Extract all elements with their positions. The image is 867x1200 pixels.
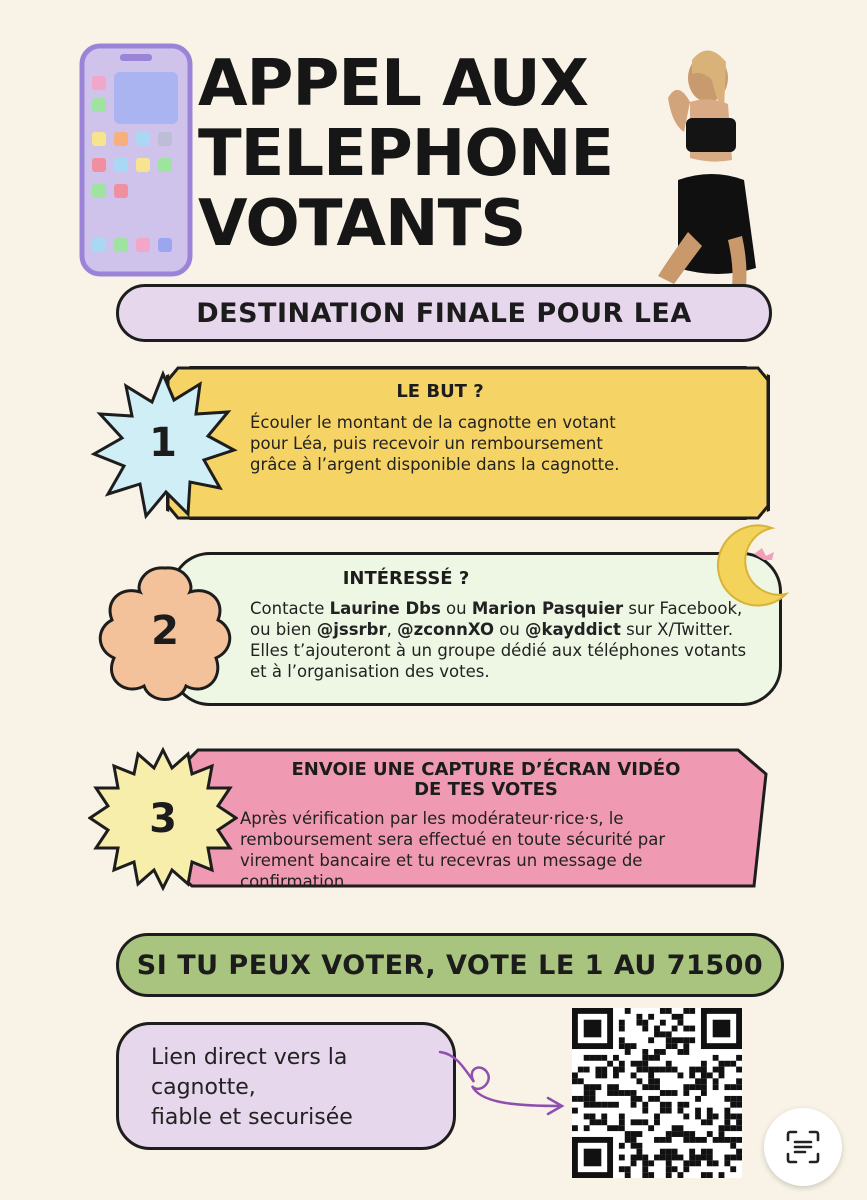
step-2-text: ou: [440, 599, 472, 618]
step-3-number: 3: [149, 796, 177, 842]
link-line-1: Lien direct vers la: [151, 1045, 348, 1070]
step-1-number: 1: [149, 420, 177, 466]
page-title: [198, 47, 668, 261]
step-2-heading: INTÉRESSÉ ?: [342, 568, 470, 589]
step-2-text: ou: [493, 620, 526, 639]
text-scan-button[interactable]: [764, 1108, 842, 1186]
destination-banner: DESTINATION FINALE POUR LEA: [116, 284, 772, 342]
title-line-3: VOTANTS: [198, 187, 526, 261]
step-1-body: Écouler le montant de la cagnotte en votant pour Léa, puis recevoir un remboursement grâce à l’argent disponible dans la cagnotte.: [250, 413, 620, 474]
step-3-heading: [236, 760, 736, 800]
step-3-body: Après vérification par les modérateur·rice·s, le remboursement sera effectué en toute sécurité par virement bancaire et tu recevras un message de confirmation.: [240, 809, 666, 891]
contact-kayddict: @kayddict: [525, 620, 621, 639]
contact-laurine: Laurine Dbs: [329, 599, 441, 618]
step-2-text: ,: [386, 620, 398, 639]
contact-jssrbr: @jssrbr: [316, 620, 387, 639]
title-line-1: APPEL AUX: [198, 47, 588, 121]
step-2-text: sur X/Twitter. Elles t’ajouteront à un groupe dédié aux téléphones votants et à l’organisation des votes.: [250, 620, 747, 681]
qr-code-icon[interactable]: [572, 1008, 742, 1178]
step-2-text: sur Facebook, ou bien: [250, 599, 743, 639]
title-line-2: TELEPHONE: [198, 117, 614, 191]
contact-marion: Marion Pasquier: [471, 599, 624, 618]
contact-zconnxo: @zconnXO: [397, 620, 494, 639]
step-2-text: Contacte: [250, 599, 330, 618]
step-3-heading-line-1: ENVOIE UNE CAPTURE D’ÉCRAN VIDÉO: [291, 759, 681, 780]
link-line-2: cagnotte,: [151, 1075, 256, 1100]
step-2-number: 2: [151, 608, 179, 654]
link-line-3: fiable et securisée: [151, 1105, 353, 1130]
text-scan-icon: [784, 1128, 822, 1166]
step-2-body: [250, 598, 760, 682]
phone-illustration-icon: [78, 42, 196, 278]
step-3-heading-line-2: DE TES VOTES: [414, 779, 558, 800]
cagnotte-link-box[interactable]: [116, 1022, 456, 1150]
vote-banner: SI TU PEUX VOTER, VOTE LE 1 AU 71500: [116, 933, 784, 997]
woman-photo: [628, 40, 760, 290]
heart-arrow-icon: [420, 1048, 570, 1124]
step-1-heading: LE BUT ?: [396, 381, 484, 402]
